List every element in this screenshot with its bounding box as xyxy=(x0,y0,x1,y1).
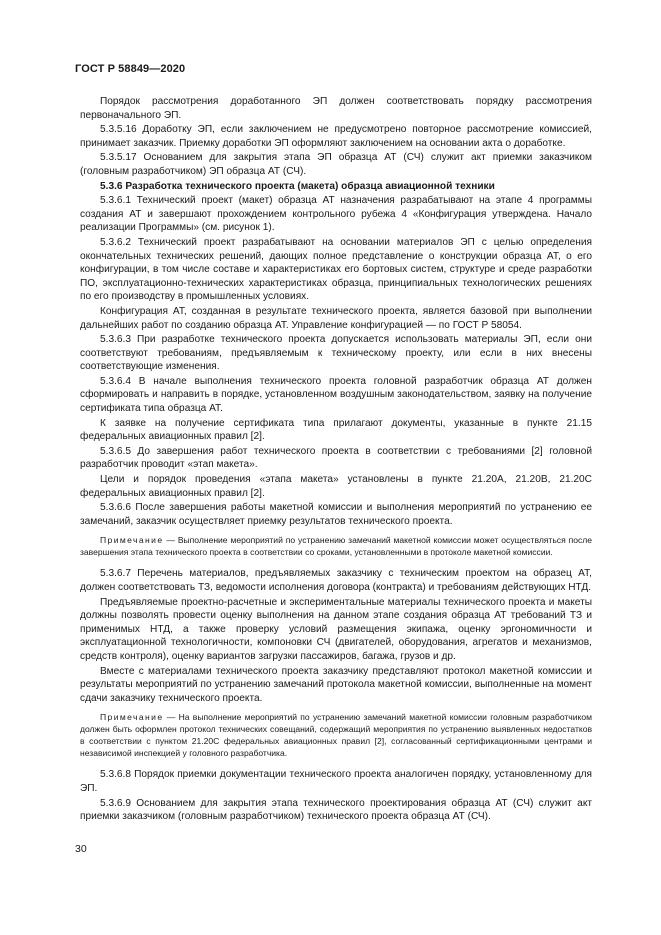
paragraph: Цели и порядок проведения «этапа макета» установлены в пункте 21.20А, 21.20В, 21.20С федеральных авиационных правил [2]. xyxy=(80,474,592,499)
paragraph: Порядок рассмотрения доработанного ЭП должен соответствовать порядку рассмотрения первоначального ЭП. xyxy=(80,96,592,121)
paragraph: 5.3.6.5 До завершения работ технического проекта в соответствии с требованиями [2] головной разработчик проводит «этап макета». xyxy=(80,445,592,471)
note-label: Примечание xyxy=(100,535,164,546)
paragraph: 5.3.6.2 Технический проект разрабатывают на основании материалов ЭП с целью определения окончательных технических решений, дающих полное представление о конструкции образца АТ, о его конфигурации, в том числе составе и характеристиках его бортовых систем, структуре и среде разработки ПО, эксплуатационно-технических характеристиках образца, принципиальных технологических решениях по его производству в промышленных условиях. xyxy=(80,236,592,303)
note-text: — На выполнение мероприятий по устранению замечаний макетной комиссии головным разработчиком должен быть оформлен протокол технических совещаний, содержащий мероприятия по устранению выявленных недостатков в соответствии с пунктом 21.20С федеральных авиационных правил [2], согласованный сертификационными центрами и независимой инспекцией у головного разработчика. xyxy=(80,712,592,759)
paragraph: 5.3.5.16 Доработку ЭП, если заключением не предусмотрено повторное рассмотрение комиссией, принимает заказчик. Приемку доработки ЭП оформляют заключением на основании акта о доработке. xyxy=(80,124,592,149)
paragraph: 5.3.6.3 При разработке технического проекта допускается использовать материалы ЭП, если они соответствуют требованиям, предъявляемым к техническому проекту, или если в них внесены соответствующие изменения. xyxy=(80,334,592,373)
paragraph: 5.3.6.7 Перечень материалов, предъявляемых заказчику с техническим проектом на образец АТ, должен соответствовать ТЗ, ведомости исполнения договора (контракта) и требованиям действующих НТД. xyxy=(80,568,592,593)
paragraph: Предъявляемые проектно-расчетные и экспериментальные материалы технического проекта и макеты должны позволять провести оценку выполнения на данном этапе создания образца АТ требований ТЗ и применимых НТД, а также проверку условий размещения экипажа, оценку эргономичности и эксплуатационной технологичности, компоновки СЧ (двигателей, оборудования, агрегатов и механизмов, средств контроля), оценку вариантов загрузки пассажиров, багажа, грузов и др. xyxy=(80,596,592,662)
note-label: Примечание xyxy=(100,712,164,723)
paragraph: 5.3.6.9 Основанием для закрытия этапа технического проектирования образца АТ (СЧ) служит акт приемки заказчиком (головным разработчиком) технического проекта образца АТ (СЧ). xyxy=(80,797,592,823)
paragraph: 5.3.6.4 В начале выполнения технического проекта головной разработчик образца АТ должен сформировать и направить в порядке, установленном воздушным законодательством, заявку на получение сертификата типа образца АТ. xyxy=(80,375,592,415)
document-body xyxy=(80,95,592,824)
page-number: 30 xyxy=(75,843,87,855)
paragraph: 5.3.5.17 Основанием для закрытия этапа ЭП образца АТ (СЧ) служит акт приемки заказчиком (головным разработчиком) ЭП образца АТ (СЧ). xyxy=(80,152,592,177)
paragraph: К заявке на получение сертификата типа прилагают документы, указанные в пункте 21.15 федеральных авиационных правил [2]. xyxy=(80,417,592,443)
paragraph: 5.3.6.1 Технический проект (макет) образца АТ назначения разрабатывают на этапе 4 программы создания АТ и завершают прохождением контрольного рубежа 4 «Конфигурация утверждена. Начало реализации Программы» (см. рисунок 1). xyxy=(80,195,592,234)
paragraph: Конфигурация АТ, созданная в результате технического проекта, является базовой при выполнении дальнейших работ по созданию образца АТ. Управление конфигурацией — по ГОСТ Р 58054. xyxy=(80,305,592,331)
paragraph: Вместе с материалами технического проекта заказчику представляют протокол макетной комиссии и результаты мероприятий по устранению замечаний протокола макетной комиссии, выполненные на момент сдачи заказчику технического проекта. xyxy=(80,665,592,704)
paragraph: 5.3.6.8 Порядок приемки документации технического проекта аналогичен порядку, установленному для ЭП. xyxy=(80,769,592,794)
paragraph: 5.3.6.6 После завершения работы макетной комиссии и выполнения мероприятий по устранению ее замечаний, заказчик осуществляет приемку результатов технического проекта. xyxy=(80,502,592,527)
note xyxy=(80,534,592,558)
document-header: ГОСТ Р 58849—2020 xyxy=(75,63,186,75)
section-heading: 5.3.6 Разработка технического проекта (макета) образца авиационной техники xyxy=(100,180,495,192)
note-text: — Выполнение мероприятий по устранению замечаний макетной комиссии может осуществляться после завершения этапа технического проекта в соответствии со сроками, установленными в протоколе макетной комиссии. xyxy=(80,535,592,558)
note xyxy=(80,711,592,759)
